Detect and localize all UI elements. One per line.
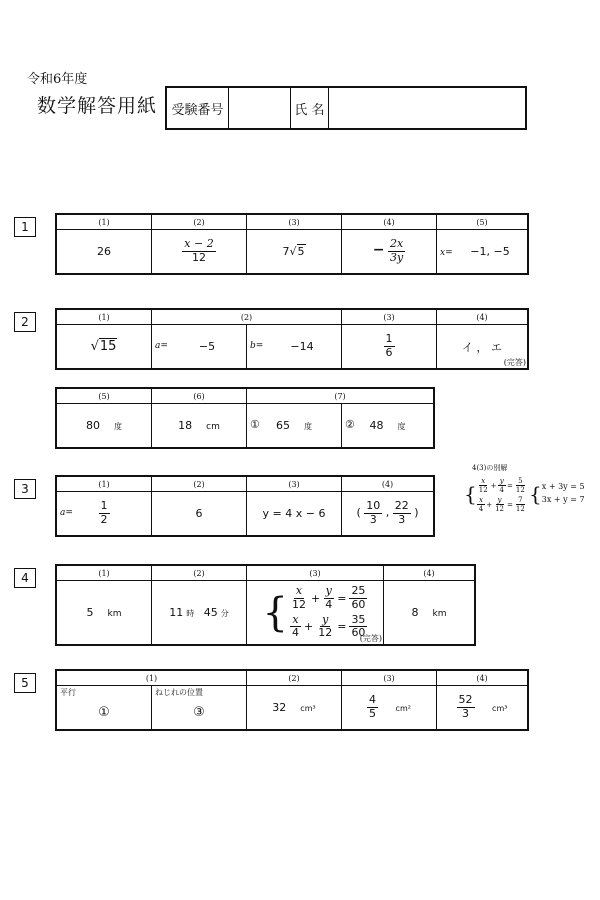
q5-answer-1a[interactable]: 平行 ① [56,686,152,731]
q3-label-4: (4) [342,476,435,492]
q1-answer-1[interactable]: 26 [56,230,152,275]
q1-label-3: (3) [247,214,342,230]
q2-label-3: (3) [342,309,437,325]
q2-label-6: (6) [152,388,247,404]
alt-equation-2: $\frac{x}{4}$ + $\frac{y}{12}$ = $\frac{7}{12}$ [478,496,525,514]
q1-label-5: (5) [437,214,529,230]
q4-answer-1[interactable]: 5 km [56,581,152,646]
q4-equation-2: $\frac{x}{4}$ + $\frac{y}{12}$ = $\frac{35}{60}$ [292,612,366,640]
q4-answer-2[interactable]: 11 時 45 分 [152,581,247,646]
q3-answer-3[interactable]: y = 4 x − 6 [247,492,342,537]
q1-answer-2[interactable]: $\frac{x - 2}{12}$ [152,230,247,275]
q1-label-1: (1) [56,214,152,230]
q5-label-1: (1) [56,670,247,686]
q5-answer-3[interactable]: $\frac{4}{5}$ cm² [342,686,437,731]
q2-label-2: (2) [152,309,342,325]
q2-label-4: (4) [437,309,529,325]
q5-label-2: (2) [247,670,342,686]
q3-label-3: (3) [247,476,342,492]
q3-label-1: (1) [56,476,152,492]
q3-answer-4[interactable]: ( $\frac{10}{3}$ , $\frac{22}{3}$ ) [342,492,435,537]
q3-answer-1[interactable]: a= $\frac{1}{2}$ [56,492,152,537]
q2-label-5: (5) [56,388,152,404]
q5-answer-1b[interactable]: ねじれの位置 ③ [152,686,247,731]
q2-answer-table-bottom [55,387,435,449]
q2-answer-2a[interactable]: a= −5 [152,325,247,370]
q2-label-7: (7) [247,388,435,404]
complete-answer-note: (完答) [503,358,526,367]
q1-answer-3[interactable]: 7√5 [247,230,342,275]
q2-answer-3[interactable]: $\frac{1}{6}$ [342,325,437,370]
question-number-4: 4 [14,568,36,588]
alt-equation-1: $\frac{x}{12}$ + $\frac{y}{4}$ = $\frac{5}{12}$ [478,477,525,495]
page-title: 数学解答用紙 [37,95,158,117]
q3-answer-table [55,475,435,537]
q1-answer-4[interactable]: − $\frac{2x}{3y}$ [342,230,437,275]
q2-answer-4[interactable]: イ ， エ (完答) [437,325,529,370]
q5-answer-4[interactable]: $\frac{52}{3}$ cm³ [437,686,529,731]
q4-label-3: (3) [247,565,384,581]
q2-answer-1[interactable]: √15 [56,325,152,370]
q5-label-3: (3) [342,670,437,686]
question-number-5: 5 [14,673,36,693]
q3-answer-2[interactable]: 6 [152,492,247,537]
alt-equation-3: x + 3y = 5 [541,482,585,492]
q1-label-2: (2) [152,214,247,230]
q2-answer-6[interactable]: 18 cm [152,404,247,449]
exam-number-field[interactable] [229,88,291,128]
q4-label-2: (2) [152,565,247,581]
q5-label-4: (4) [437,670,529,686]
q3-label-2: (2) [152,476,247,492]
q4-equation-1: $\frac{x}{12}$ + $\frac{y}{4}$ = $\frac{25}{60}$ [292,584,366,611]
q4-answer-table [55,564,476,646]
alternative-solution-note: 4(3)の別解 { $\frac{x}{12}$ + $\frac{y}{4}$ = $\frac{5}{12}$ $\frac{x}{4}$ + $\frac{y}{12}$ = $\frac{7}{12}$ { x + 3y = 5 3x + y = 7 [464,464,585,514]
question-number-2: 2 [14,312,36,332]
q4-label-1: (1) [56,565,152,581]
q4-answer-4[interactable]: 8 km [384,581,476,646]
q2-answer-table-top [55,308,529,370]
name-label: 氏 名 [291,88,329,128]
q2-answer-7b[interactable]: ② 48 度 [342,404,435,449]
question-number-3: 3 [14,479,36,499]
q5-answer-table [55,669,529,731]
q1-answer-5[interactable]: x= −1, −5 [437,230,529,275]
q4-answer-3[interactable]: { $\frac{x}{12}$ + $\frac{y}{4}$ = $\frac{25}{60}$ $\frac{x}{4}$ + $\frac{y}{12}$ = $\frac{35}{60}$ (完答) [247,581,384,646]
complete-answer-note: (完答) [359,634,382,643]
q4-label-4: (4) [384,565,476,581]
q2-answer-2b[interactable]: b= −14 [247,325,342,370]
q2-answer-7a[interactable]: ① 65 度 [247,404,342,449]
alt-equation-4: 3x + y = 7 [541,495,585,505]
q1-label-4: (4) [342,214,437,230]
q1-answer-table [55,213,529,275]
q2-label-1: (1) [56,309,152,325]
alternative-solution-title: 4(3)の別解 [472,464,508,472]
q2-answer-5[interactable]: 80 度 [56,404,152,449]
question-number-1: 1 [14,217,36,237]
name-field[interactable] [329,88,525,128]
exam-number-label: 受験番号 [167,88,229,128]
q5-answer-2[interactable]: 32 cm³ [247,686,342,731]
exam-year: 令和6年度 [27,72,88,87]
examinee-info-box [165,86,527,130]
